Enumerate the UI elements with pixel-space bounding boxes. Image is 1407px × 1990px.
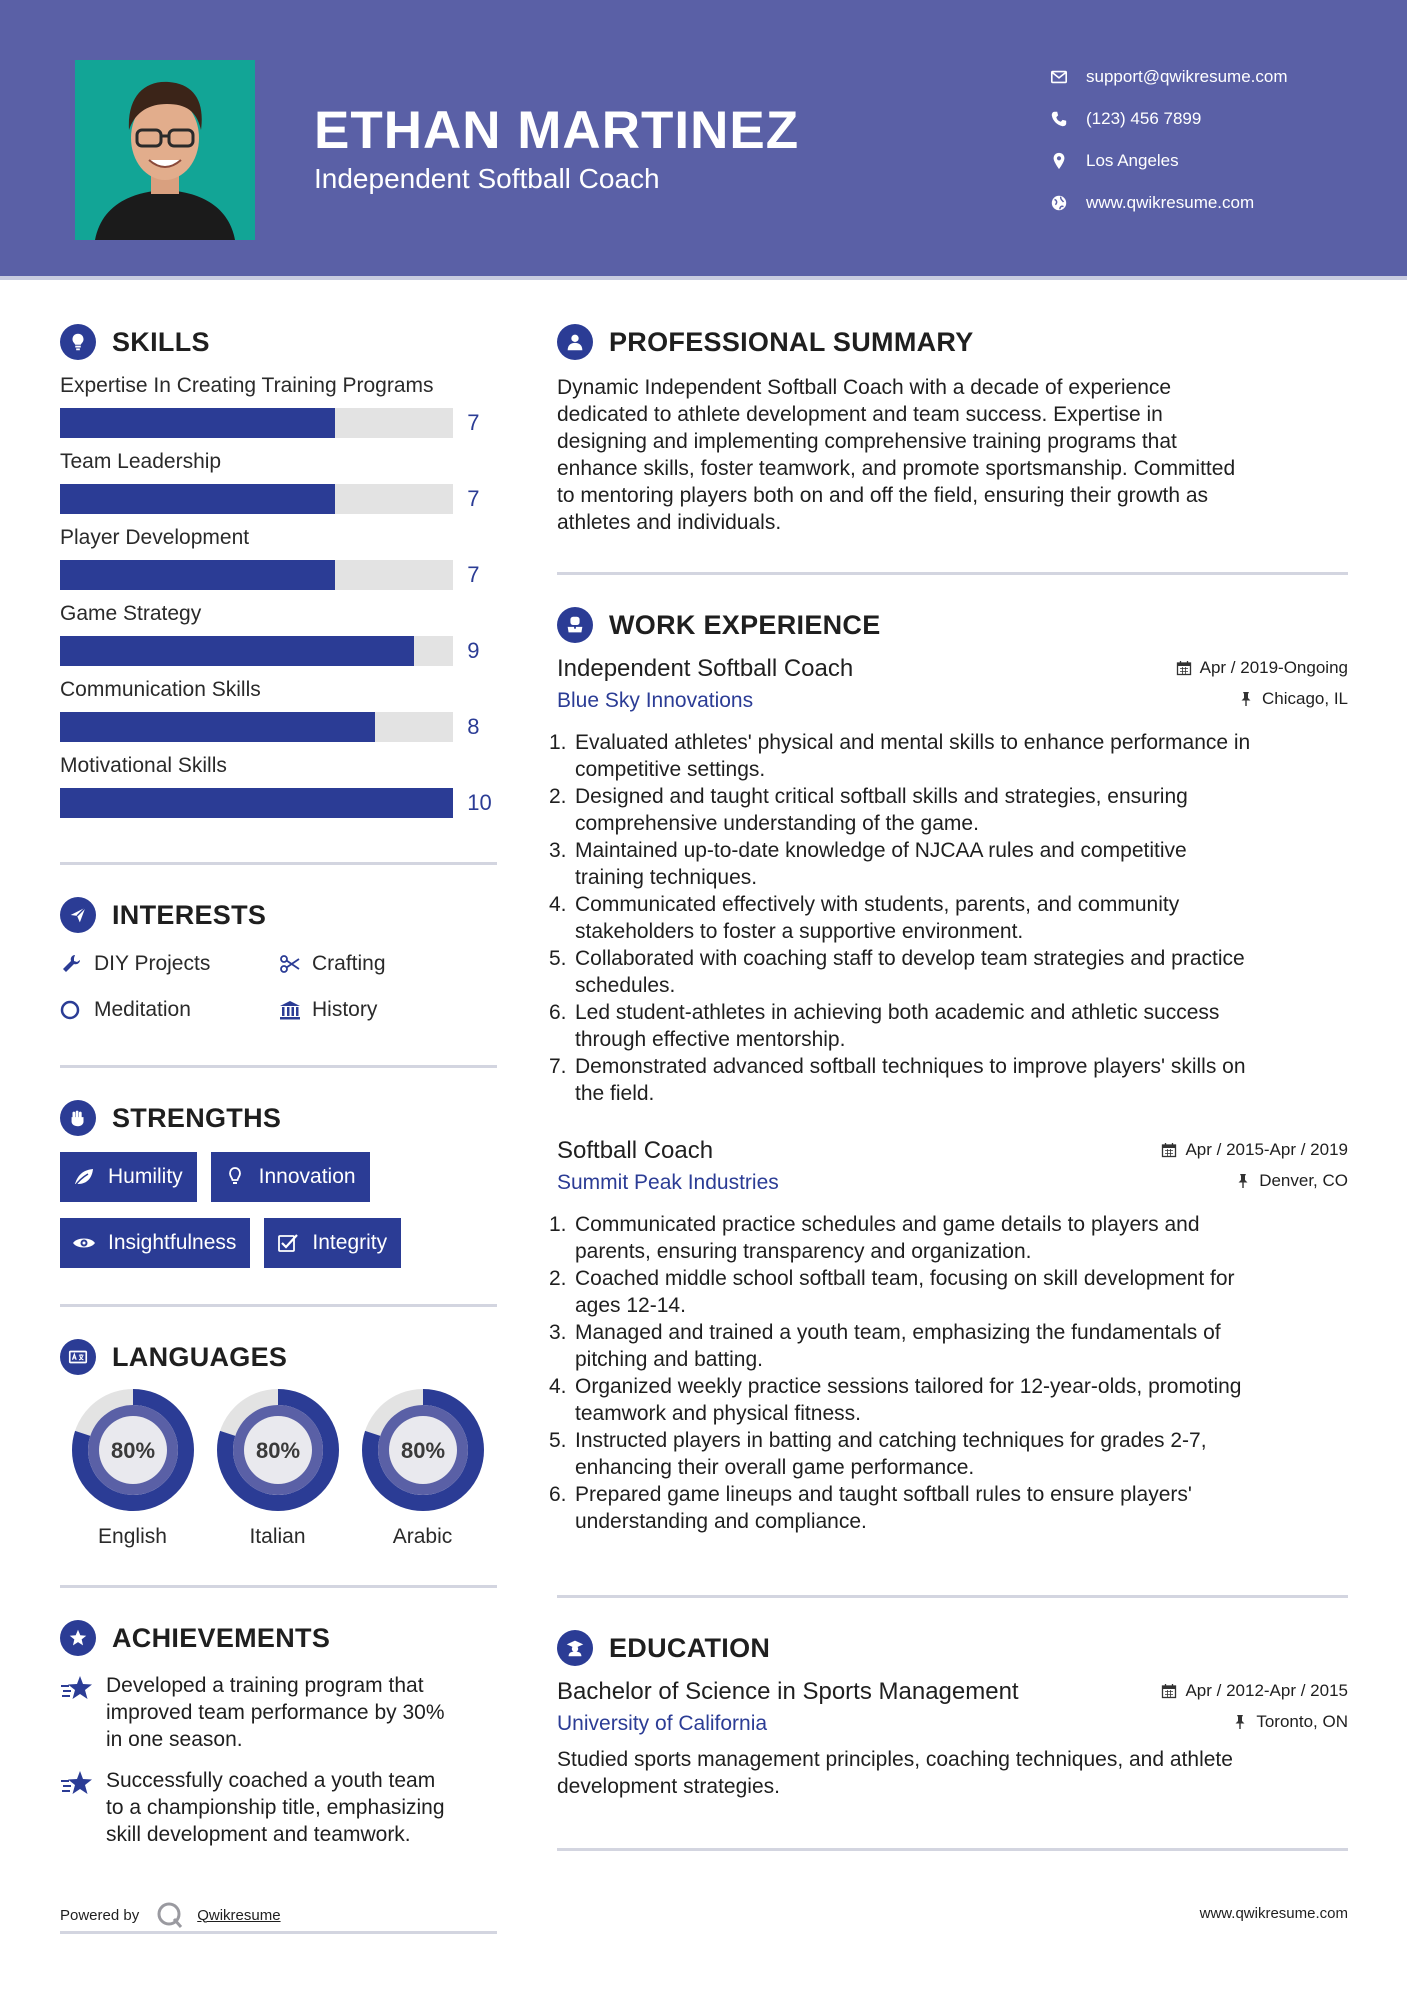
skill-bar <box>60 712 453 742</box>
skill-label: Motivational Skills <box>60 754 227 777</box>
fist-section-icon <box>60 1100 96 1136</box>
interests-list <box>60 951 497 1023</box>
strengths-list <box>60 1152 497 1268</box>
skill-bar-fill <box>60 712 375 742</box>
footer-website[interactable]: www.qwikresume.com <box>1199 1905 1348 1922</box>
strength-chip <box>60 1218 250 1268</box>
wrench-icon <box>60 952 84 976</box>
circle-icon <box>60 998 84 1022</box>
duty-item: 1. Evaluated athletes' physical and mental skills to enhance performance in competitive settings. <box>549 731 1251 781</box>
summary-text: Dynamic Independent Softball Coach with a decade of experience dedicated to athlete development and team success. Expertise in designing and implementing comprehensive training programs that enhance skills, foster teamwork, and promote sportsmanship. Committed to mentoring players both on and off the field, ensuring their growth as athletes and individuals. <box>557 376 1236 534</box>
interest-label: Meditation <box>94 998 191 1021</box>
interests-title: INTERESTS <box>112 899 267 930</box>
contact-email-text: support@qwikresume.com <box>1086 67 1288 86</box>
skill-item <box>60 602 497 666</box>
job-dates: Apr / 2019-Ongoing <box>1176 658 1348 678</box>
language-item <box>350 1389 495 1549</box>
education-dates: Apr / 2012-Apr / 2015 <box>1161 1681 1348 1701</box>
education-description: Studied sports management principles, coaching techniques, and athlete development strategies. <box>557 1748 1233 1798</box>
header-divider <box>0 276 1407 280</box>
skill-bar-fill <box>60 408 335 438</box>
left-column <box>60 322 497 1848</box>
section-divider <box>60 1065 497 1068</box>
skill-bar <box>60 484 453 514</box>
strength-chip <box>60 1152 197 1202</box>
section-divider <box>60 862 497 865</box>
job-location: Denver, CO <box>1235 1171 1348 1191</box>
pushpin-icon <box>1235 1173 1251 1189</box>
skill-value: 7 <box>467 486 480 511</box>
company-name: Summit Peak Industries <box>557 1171 779 1194</box>
skill-value: 9 <box>467 638 480 663</box>
strength-chip <box>211 1152 370 1202</box>
language-label: Italian <box>249 1525 306 1548</box>
skill-bar <box>60 788 453 818</box>
candidate-name: ETHAN MARTINEZ <box>314 101 800 160</box>
language-percent: 80% <box>110 1438 155 1463</box>
achievement-text: Successfully coached a youth team to a championship title, emphasizing skill development and teamwork. <box>106 1769 445 1846</box>
check-square-icon <box>276 1231 300 1255</box>
skill-value: 7 <box>467 410 480 435</box>
leaf-icon <box>72 1165 96 1189</box>
skill-bar <box>60 408 453 438</box>
briefcase-section-icon <box>557 607 593 643</box>
interest-label: History <box>312 998 378 1021</box>
resume-header <box>0 0 1407 276</box>
lightbulb-icon <box>223 1165 247 1189</box>
skill-value: 10 <box>467 790 492 815</box>
duty-item: 3. Managed and trained a youth team, emphasizing the fundamentals of pitching and batting. <box>549 1321 1221 1371</box>
duty-item: 2. Designed and taught critical softball skills and strategies, ensuring comprehensive understanding of the game. <box>549 785 1188 835</box>
contact-list <box>1050 56 1288 224</box>
section-divider <box>60 1304 497 1307</box>
section-divider <box>557 572 1348 575</box>
pushpin-icon <box>1232 1714 1248 1730</box>
duty-item: 3. Maintained up-to-date knowledge of NJCAA rules and competitive training techniques. <box>549 839 1187 889</box>
powered-by <box>60 1900 281 1930</box>
qwikresume-logo-icon <box>155 1900 185 1930</box>
languages-list <box>60 1389 497 1549</box>
skill-item <box>60 374 497 438</box>
interest-item <box>278 997 496 1023</box>
degree-title: Bachelor of Science in Sports Management <box>557 1678 1019 1705</box>
skills-heading <box>60 322 497 362</box>
paper-plane-section-icon <box>60 897 96 933</box>
language-gauge <box>362 1389 484 1511</box>
candidate-role: Independent Softball Coach <box>314 163 660 194</box>
graduate-section-icon <box>557 1630 593 1666</box>
powered-by-label: Powered by <box>60 1906 140 1924</box>
strengths-title: STRENGTHS <box>112 1102 282 1133</box>
section-divider <box>557 1595 1348 1598</box>
right-column <box>549 322 1348 1851</box>
skills-list <box>60 374 497 818</box>
languages-heading <box>60 1337 497 1377</box>
brand-link[interactable]: Qwikresume <box>197 1906 281 1924</box>
skill-label: Communication Skills <box>60 678 261 701</box>
skill-label: Game Strategy <box>60 602 202 625</box>
strength-label: Innovation <box>258 1165 356 1188</box>
achievements-title: ACHIEVEMENTS <box>112 1622 331 1653</box>
duty-item: 5. Instructed players in batting and catching techniques for grades 2-7, enhancing their overall game performance. <box>549 1429 1207 1479</box>
interest-item <box>278 951 496 977</box>
section-divider <box>60 1931 497 1934</box>
job-duties <box>549 729 1348 1107</box>
strength-chip <box>264 1218 401 1268</box>
contact-website-text: www.qwikresume.com <box>1086 193 1255 212</box>
education-location: Toronto, ON <box>1232 1712 1348 1732</box>
contact-phone[interactable] <box>1050 98 1288 140</box>
globe-icon <box>1050 194 1068 212</box>
language-label: English <box>98 1525 167 1548</box>
company-name: Blue Sky Innovations <box>557 689 754 712</box>
language-item <box>60 1389 205 1549</box>
map-pin-icon <box>1050 152 1068 170</box>
skill-value: 7 <box>467 562 480 587</box>
language-gauge <box>72 1389 194 1511</box>
skill-bar-fill <box>60 788 453 818</box>
star-badge-section-icon <box>60 1620 96 1656</box>
scissors-icon <box>278 952 302 976</box>
interests-heading <box>60 895 497 935</box>
skill-item <box>60 754 497 818</box>
language-percent: 80% <box>255 1438 300 1463</box>
strength-label: Integrity <box>312 1231 388 1254</box>
education-title: EDUCATION <box>609 1632 771 1663</box>
star-icon <box>60 1674 94 1704</box>
duty-item: 6. Prepared game lineups and taught softball rules to ensure players' understanding and compliance. <box>549 1483 1192 1533</box>
summary-heading <box>557 322 1348 362</box>
contact-location-text: Los Angeles <box>1086 151 1179 170</box>
duty-item: 1. Communicated practice schedules and game details to players and parents, ensuring transparency and organization. <box>549 1213 1200 1263</box>
section-divider <box>557 1848 1348 1851</box>
achievement-item <box>60 1767 497 1848</box>
skill-bar-fill <box>60 484 335 514</box>
skills-title: SKILLS <box>112 326 210 357</box>
calendar-icon <box>1176 660 1192 676</box>
strengths-heading <box>60 1098 497 1138</box>
contact-phone-text: (123) 456 7899 <box>1086 109 1202 128</box>
job-entry <box>549 1137 1348 1535</box>
education-heading <box>557 1628 1348 1668</box>
job-title: Softball Coach <box>557 1137 714 1164</box>
calendar-icon <box>1161 1683 1177 1699</box>
language-gauge <box>217 1389 339 1511</box>
calendar-icon <box>1161 1142 1177 1158</box>
skill-value: 8 <box>467 714 480 739</box>
duty-item: 4. Organized weekly practice sessions tailored for 12-year-olds, promoting teamwork and physical fitness. <box>549 1375 1242 1425</box>
achievement-item <box>60 1672 497 1753</box>
pushpin-icon <box>1238 691 1254 707</box>
contact-email[interactable] <box>1050 56 1288 98</box>
duty-item: 6. Led student-athletes in achieving both academic and athletic success through effective mentorship. <box>549 1001 1220 1051</box>
user-section-icon <box>557 324 593 360</box>
skill-label: Player Development <box>60 526 250 549</box>
job-duties <box>549 1211 1348 1535</box>
achievements-heading <box>60 1618 497 1658</box>
eye-icon <box>72 1231 96 1255</box>
interest-label: Crafting <box>312 952 386 975</box>
interest-label: DIY Projects <box>94 952 211 975</box>
school-name: University of California <box>557 1712 768 1735</box>
language-label: Arabic <box>392 1525 453 1548</box>
duty-item: 4. Communicated effectively with students, parents, and community stakeholders to foster a supportive environment. <box>549 893 1180 943</box>
language-section-icon <box>60 1339 96 1375</box>
education-entry <box>557 1678 1348 1800</box>
profile-photo <box>75 60 255 240</box>
job-entry <box>549 655 1348 1107</box>
language-item <box>205 1389 350 1549</box>
interest-item <box>60 951 278 977</box>
languages-title: LANGUAGES <box>112 1341 288 1372</box>
language-percent: 80% <box>400 1438 445 1463</box>
skill-item <box>60 450 497 514</box>
skill-item <box>60 526 497 590</box>
achievements-list <box>60 1672 497 1848</box>
job-dates: Apr / 2015-Apr / 2019 <box>1161 1140 1348 1160</box>
person-photo-icon <box>75 60 255 240</box>
strength-label: Humility <box>108 1165 183 1188</box>
skill-label: Team Leadership <box>60 450 222 473</box>
skill-label: Expertise In Creating Training Programs <box>60 374 434 397</box>
lightbulb-section-icon <box>60 324 96 360</box>
contact-website[interactable] <box>1050 182 1288 224</box>
job-location: Chicago, IL <box>1238 689 1348 709</box>
contact-location <box>1050 140 1288 182</box>
museum-icon <box>278 998 302 1022</box>
summary-title: PROFESSIONAL SUMMARY <box>609 326 974 357</box>
duty-item: 2. Coached middle school softball team, focusing on skill development for ages 12-14. <box>549 1267 1235 1317</box>
duty-item: 7. Demonstrated advanced softball techniques to improve players' skills on the field. <box>549 1055 1246 1105</box>
skill-item <box>60 678 497 742</box>
skill-bar <box>60 560 453 590</box>
job-title: Independent Softball Coach <box>557 655 854 682</box>
experience-heading <box>557 605 1348 645</box>
section-divider <box>60 1585 497 1588</box>
strength-label: Insightfulness <box>108 1231 237 1254</box>
skill-bar-fill <box>60 560 335 590</box>
duty-item: 5. Collaborated with coaching staff to develop team strategies and practice schedules. <box>549 947 1245 997</box>
achievement-text: Developed a training program that improved team performance by 30% in one season. <box>106 1674 445 1751</box>
experience-title: WORK EXPERIENCE <box>609 609 881 640</box>
skill-bar-fill <box>60 636 414 666</box>
phone-icon <box>1050 110 1068 128</box>
interest-item <box>60 997 278 1023</box>
skill-bar <box>60 636 453 666</box>
envelope-icon <box>1050 68 1068 86</box>
star-icon <box>60 1769 94 1799</box>
